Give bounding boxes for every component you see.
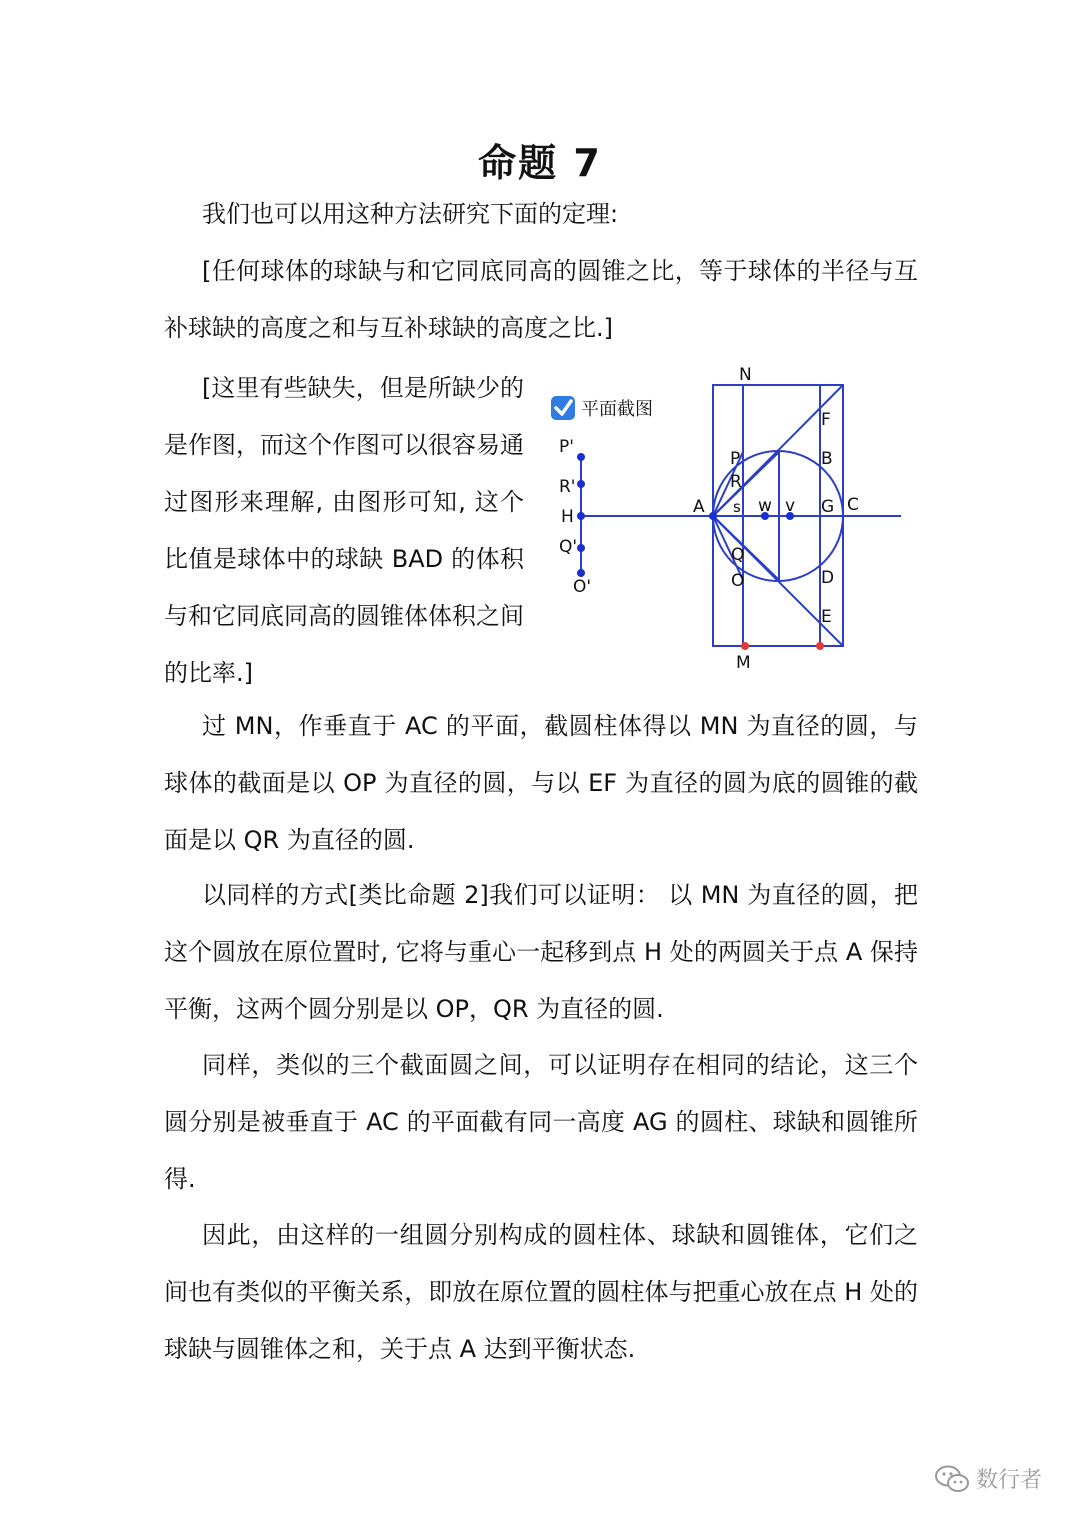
watermark <box>934 1463 1042 1494</box>
label-Rp: R' <box>559 477 576 497</box>
label-B: B <box>821 449 833 469</box>
paragraph-balance-H: 以同样的方式[类比命题 2]我们可以证明： 以 MN 为直径的圆，把这个圆放在原位置时, 它将与重心一起移到点 H 处的两圆关于点 A 保持平衡，这两个圆分别是以 OP，QR 为直径的圆. <box>164 881 918 1023</box>
label-Q: Q <box>731 545 745 565</box>
page-title: 命题 7 <box>478 141 602 185</box>
label-E: E <box>821 607 832 627</box>
point-Pp <box>577 453 585 461</box>
point-M-marker <box>741 642 749 650</box>
label-H: H <box>561 507 574 527</box>
paragraph-intro: 我们也可以用这种方法研究下面的定理: <box>202 200 619 228</box>
label-M: M <box>736 653 751 673</box>
paragraph-theorem: [任何球体的球缺与和它同底同高的圆锥之比，等于球体的半径与互补球缺的高度之和与互补球缺的高度之比.] <box>164 257 918 342</box>
line-AQ <box>713 516 745 548</box>
point-Rp <box>577 480 585 488</box>
label-R: R <box>730 472 742 492</box>
point-A <box>709 512 717 520</box>
paragraph-conclusion: 因此，由这样的一组圆分别构成的圆柱体、球缺和圆锥体，它们之间也有类似的平衡关系，即放在原位置的圆柱体与把重心放在点 H 处的球缺与圆锥体之和，关于点 A 达到平衡状态. <box>164 1221 918 1363</box>
label-v: v <box>785 496 796 516</box>
label-P: P <box>730 449 741 469</box>
wechat-icon <box>934 1464 970 1494</box>
label-Pp: P' <box>559 437 574 457</box>
point-Qp <box>577 544 585 552</box>
point-H <box>577 512 585 520</box>
label-F: F <box>821 410 831 430</box>
plane-section-checkbox[interactable] <box>551 396 653 420</box>
point-Op <box>577 569 585 577</box>
paragraph-three-circles: 同样，类似的三个截面圆之间，可以证明存在相同的结论，这三个圆分别是被垂直于 AC 的平面截有同一高度 AG 的圆柱、球缺和圆锥所得. <box>164 1051 918 1193</box>
label-N: N <box>739 365 752 385</box>
label-Op: O' <box>573 577 592 597</box>
watermark-text: 数行者 <box>975 1468 1042 1493</box>
label-O: O <box>731 571 745 591</box>
checkbox-label: 平面截图 <box>581 399 653 420</box>
paragraph-figure-note: [这里有些缺失，但是所缺少的是作图，而这个作图可以很容易通过图形来理解, 由图形可知, 这个比值是球体中的球缺 BAD 的体积与和它同底同高的圆锥体体积之间的比率.] <box>164 374 524 687</box>
label-w: w <box>758 496 772 516</box>
label-s: s <box>733 498 741 516</box>
geometry-figure <box>545 360 905 678</box>
label-C: C <box>847 495 859 515</box>
point-E-marker <box>816 642 824 650</box>
label-G: G <box>821 497 835 517</box>
label-Qp: Q' <box>559 537 578 557</box>
label-D: D <box>821 568 835 588</box>
label-A: A <box>693 497 705 517</box>
paragraph-section-MN: 过 MN，作垂直于 AC 的平面，截圆柱体得以 MN 为直径的圆，与球体的截面是以 OP 为直径的圆，与以 EF 为直径的圆为底的圆锥的截面是以 QR 为直径的圆. <box>164 712 918 854</box>
